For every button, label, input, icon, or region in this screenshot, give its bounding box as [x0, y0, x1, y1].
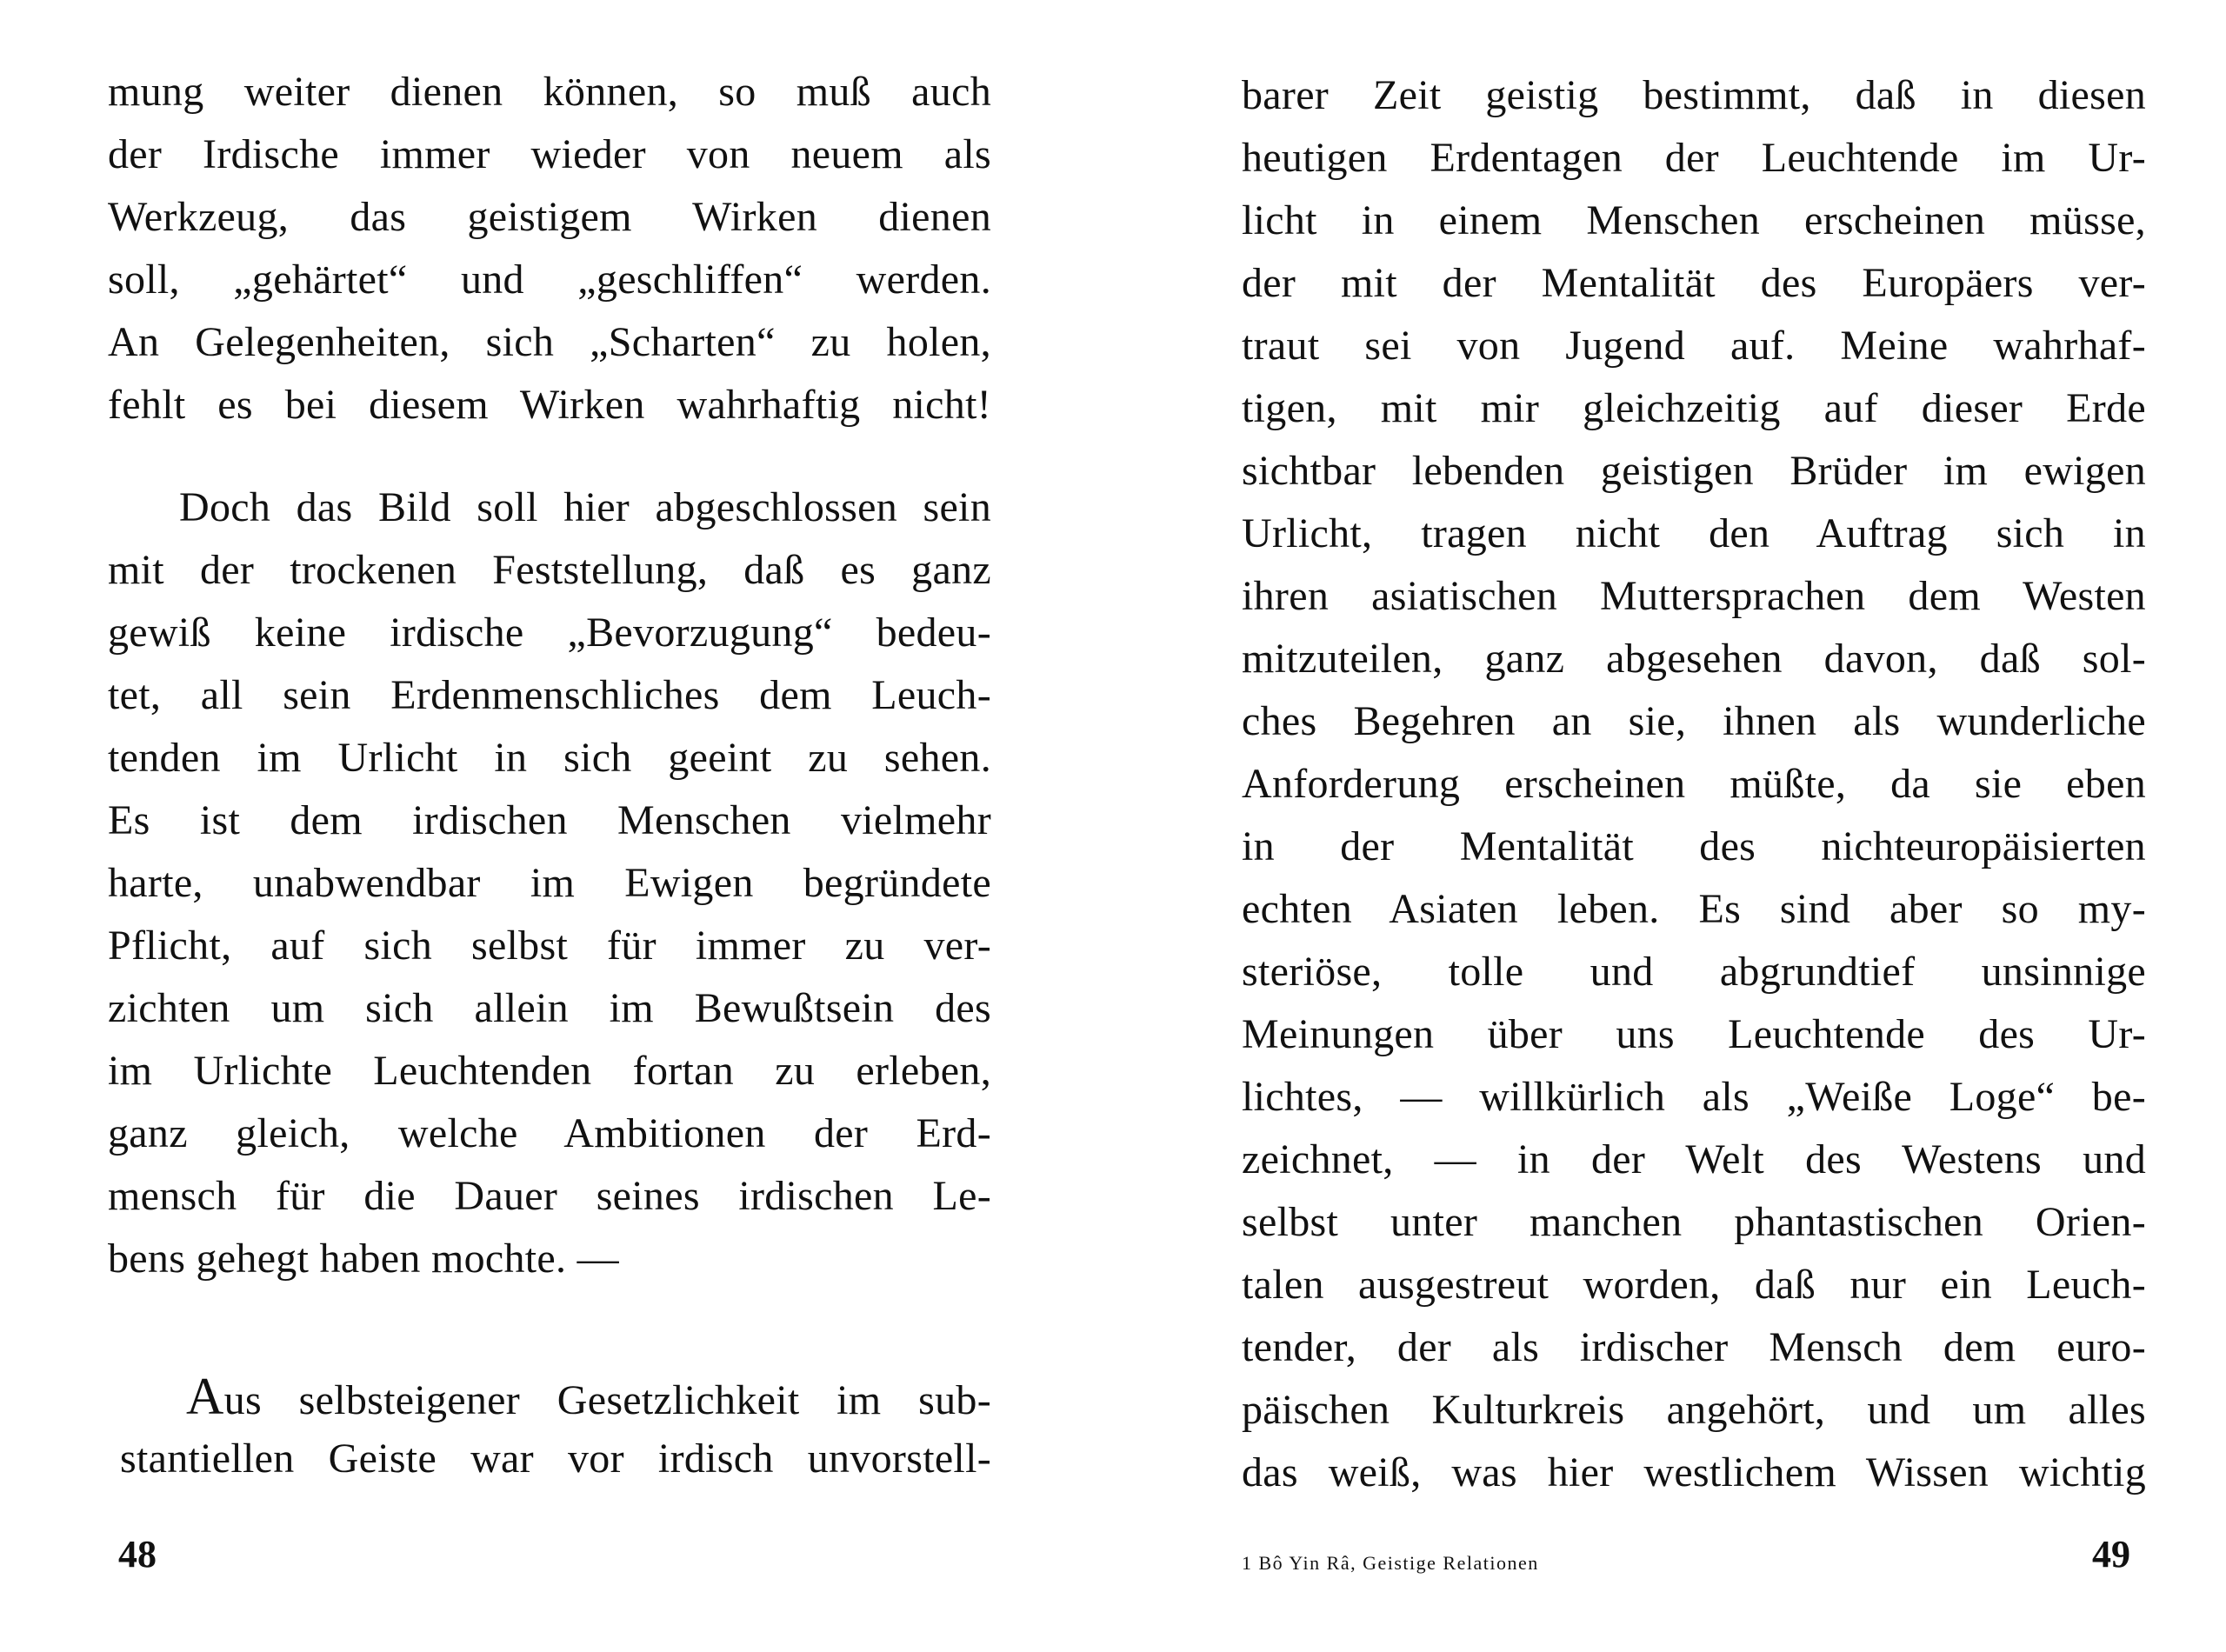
- initial-letter: A: [186, 1368, 224, 1425]
- text-line: bens gehegt haben mochte. —: [108, 1236, 619, 1282]
- text-line: tigen, mit mir gleichzeitig auf dieser Erde: [1242, 385, 2146, 431]
- text-line: ihren asiatischen Muttersprachen dem Westen: [1242, 573, 2146, 619]
- text-line: mitzuteilen, ganz abgesehen davon, daß sol-: [1242, 636, 2146, 682]
- text-line: mensch für die Dauer seines irdischen Le-: [108, 1173, 991, 1219]
- text-line: zichten um sich allein im Bewußtsein des: [108, 985, 991, 1031]
- text-line: barer Zeit geistig bestimmt, daß in diesen: [1242, 72, 2146, 118]
- text-line: der mit der Mentalität des Europäers ver-: [1242, 260, 2146, 306]
- text-line: ganz gleich, welche Ambitionen der Erd-: [108, 1110, 991, 1156]
- text-line: tenden im Urlicht in sich geeint zu sehen.: [108, 735, 991, 781]
- text-line: mung weiter dienen können, so muß auch: [108, 69, 991, 115]
- text-line: gewiß keine irdische „Bevorzugung“ bedeu-: [108, 610, 991, 656]
- text-line: ches Begehren an sie, ihnen als wunderliche: [1242, 698, 2146, 744]
- text-line: stantiellen Geiste war vor irdisch unvorstell-: [120, 1436, 991, 1482]
- text-line: im Urlichte Leuchtenden fortan zu erleben,: [108, 1048, 991, 1094]
- text-line: der Irdische immer wieder von neuem als: [108, 131, 991, 177]
- text-line: heutigen Erdentagen der Leuchtende im Ur-: [1242, 135, 2146, 181]
- text-line: zeichnet, — in der Welt des Westens und: [1242, 1136, 2146, 1182]
- page-number: 48: [118, 1533, 157, 1575]
- text-line: tet, all sein Erdenmenschliches dem Leuch-: [108, 672, 991, 718]
- page-number: 49: [2092, 1533, 2130, 1575]
- text-line: soll, „gehärtet“ und „geschliffen“ werden.: [108, 256, 991, 303]
- text-line: Es ist dem irdischen Menschen vielmehr: [108, 797, 991, 843]
- text-line: sichtbar lebenden geistigen Brüder im ewigen: [1242, 448, 2146, 494]
- text-line: licht in einem Menschen erscheinen müsse,: [1242, 197, 2146, 243]
- footer-signature: 1 Bô Yin Râ, Geistige Relationen: [1242, 1552, 1539, 1574]
- right-page: [1113, 0, 2226, 1652]
- text-line: harte, unabwendbar im Ewigen begründete: [108, 860, 991, 906]
- text-line: Anforderung erscheinen müßte, da sie eben: [1242, 761, 2146, 807]
- text-line: mit der trockenen Feststellung, daß es ganz: [108, 547, 991, 593]
- paragraph-opening-line: [186, 1365, 991, 1428]
- text-line: das weiß, was hier westlichem Wissen wichtig: [1242, 1449, 2146, 1495]
- text-line: lichtes, — willkürlich als „Weiße Loge“ be-: [1242, 1074, 2146, 1120]
- text-line: in der Mentalität des nichteuropäisierten: [1242, 823, 2146, 869]
- text-line: Meinungen über uns Leuchtende des Ur-: [1242, 1011, 2146, 1057]
- text-line: An Gelegenheiten, sich „Scharten“ zu holen,: [108, 319, 991, 365]
- text-line: steriöse, tolle und abgrundtief unsinnige: [1242, 949, 2146, 995]
- text-line: talen ausgestreut worden, daß nur ein Leuch-: [1242, 1262, 2146, 1308]
- text-line: Doch das Bild soll hier abgeschlossen sein: [179, 484, 991, 530]
- text-line: traut sei von Jugend auf. Meine wahrhaf-: [1242, 323, 2146, 369]
- text-line: echten Asiaten leben. Es sind aber so my-: [1242, 886, 2146, 932]
- text-span: us selbsteigener Gesetzlichkeit im sub-: [223, 1377, 991, 1423]
- text-line: selbst unter manchen phantastischen Orien-: [1242, 1199, 2146, 1245]
- text-line: päischen Kulturkreis angehört, und um alles: [1242, 1387, 2146, 1433]
- text-line: Werkzeug, das geistigem Wirken dienen: [108, 194, 991, 240]
- text-line: tender, der als irdischer Mensch dem euro-: [1242, 1324, 2146, 1370]
- text-line: Pflicht, auf sich selbst für immer zu ver-: [108, 923, 991, 969]
- text-line: fehlt es bei diesem Wirken wahrhaftig nicht!: [108, 382, 991, 428]
- text-line: Urlicht, tragen nicht den Auftrag sich in: [1242, 510, 2146, 556]
